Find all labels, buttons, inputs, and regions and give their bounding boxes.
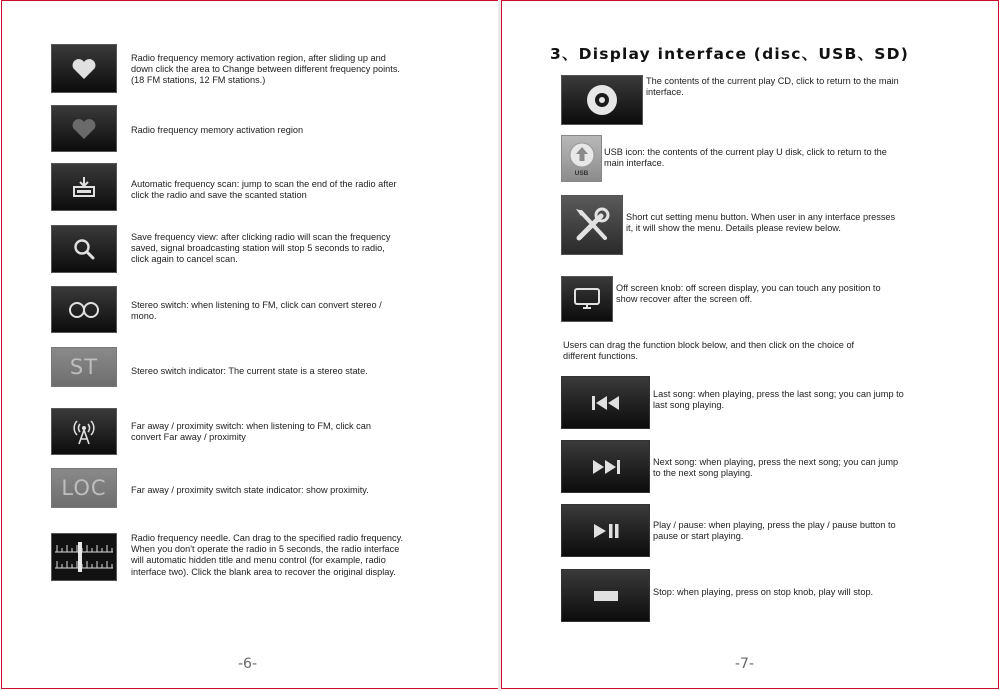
disc-icon bbox=[561, 75, 643, 125]
item-description: Far away / proximity switch: when listening to FM, click can convert Far away / proximity bbox=[131, 421, 371, 443]
frequency-needle-icon bbox=[51, 533, 117, 581]
item-description: Short cut setting menu button. When user in any interface presses it, it will show the menu. Details please review below. bbox=[626, 212, 896, 234]
heart-dim-icon bbox=[51, 105, 117, 152]
previous-track-icon bbox=[561, 376, 650, 429]
item-description: Next song: when playing, press the next song; you can jump to the next song playing. bbox=[653, 457, 899, 479]
play-pause-icon bbox=[561, 504, 650, 557]
page-number-right: -7- bbox=[735, 656, 755, 672]
item-description: Play / pause: when playing, press the play / pause button to pause or start playing. bbox=[653, 520, 896, 542]
auto-scan-icon bbox=[51, 163, 117, 211]
antenna-icon bbox=[51, 408, 117, 455]
item-description: Radio frequency memory activation region, after sliding up and down click the area to Change between different frequency points. (18 FM stations, 12 FM stations.) bbox=[131, 53, 400, 86]
magnifier-icon bbox=[51, 225, 117, 273]
usb-label: USB bbox=[574, 169, 589, 177]
st-indicator-icon bbox=[51, 347, 117, 387]
item-description: USB icon: the contents of the current play U disk, click to return to the main interface. bbox=[604, 147, 887, 169]
loc-indicator-icon bbox=[51, 468, 117, 508]
item-description: Stereo switch indicator: The current state is a stereo state. bbox=[131, 366, 368, 376]
monitor-icon bbox=[561, 276, 613, 322]
item-description: Radio frequency needle. Can drag to the specified radio frequency. When you don't operate the radio in 5 seconds, the radio interface will automatic hidden title and menu control (for example, radio interface two). Click the blank area to recover the original display. bbox=[131, 533, 404, 577]
item-description: Off screen knob: off screen display, you can touch any position to show recover after the screen off. bbox=[616, 283, 881, 305]
heart-icon bbox=[51, 44, 117, 93]
stereo-loop-icon bbox=[51, 286, 117, 333]
item-description: Far away / proximity switch state indicator: show proximity. bbox=[131, 485, 369, 495]
st-glyph: ST bbox=[69, 355, 99, 379]
instruction-note: Users can drag the function block below, and then click on the choice of different functions. bbox=[563, 340, 855, 362]
item-description: Save frequency view: after clicking radio will scan the frequency saved, signal broadcasting station will stop 5 seconds to radio, click again to cancel scan. bbox=[131, 232, 391, 265]
page-number-left: -6- bbox=[238, 656, 258, 672]
item-description: Stereo switch: when listening to FM, click can convert stereo / mono. bbox=[131, 300, 382, 322]
tools-icon bbox=[561, 195, 623, 255]
stop-icon bbox=[561, 569, 650, 622]
section-title: 3、Display interface (disc、USB、SD) bbox=[550, 45, 909, 63]
item-description: Stop: when playing, press on stop knob, play will stop. bbox=[653, 587, 874, 597]
left-page bbox=[1, 0, 499, 689]
usb-icon bbox=[561, 135, 602, 182]
loc-glyph: LOC bbox=[61, 476, 107, 500]
item-description: Last song: when playing, press the last song; you can jump to last song playing. bbox=[653, 389, 904, 411]
next-track-icon bbox=[561, 440, 650, 493]
item-description: The contents of the current play CD, click to return to the main interface. bbox=[646, 76, 899, 98]
item-description: Radio frequency memory activation region bbox=[131, 125, 304, 135]
item-description: Automatic frequency scan: jump to scan the end of the radio after click the radio and save the scanted station bbox=[131, 179, 397, 201]
